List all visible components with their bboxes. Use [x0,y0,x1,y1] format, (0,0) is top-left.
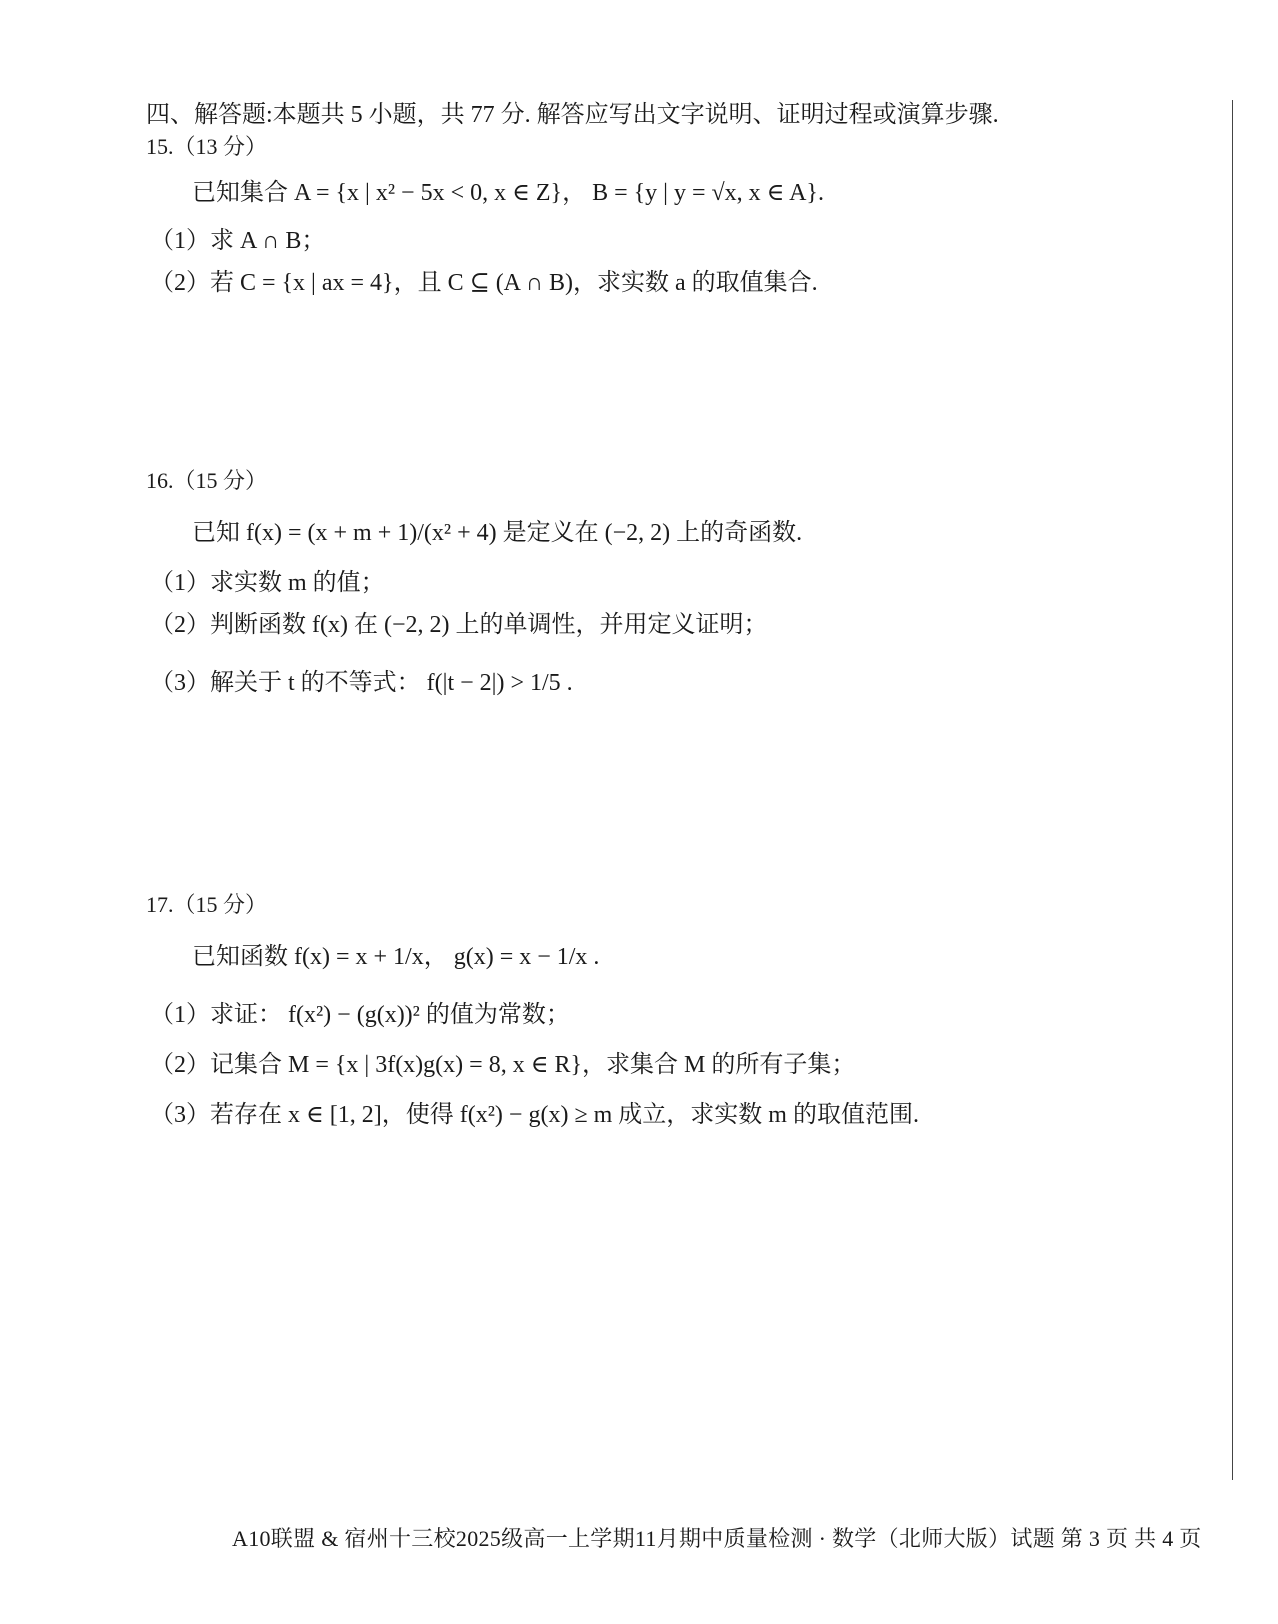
page-footer: A10联盟 & 宿州十三校2025级高一上学期11月期中质量检测 · 数学（北师大版）试题 第 3 页 共 4 页 [232,1526,1202,1551]
problem-15-number: 15.（13 分） [146,134,268,159]
problem-16-part-2: （2）判断函数 f(x) 在 (−2, 2) 上的单调性，并用定义证明； [150,612,768,638]
right-margin-rule [1232,100,1233,1480]
section-heading: 四、解答题:本题共 5 小题，共 77 分. 解答应写出文字说明、证明过程或演算步骤. [146,102,999,128]
problem-16-statement: 已知 f(x) = (x + m + 1)/(x² + 4) 是定义在 (−2, 2) 上的奇函数. [192,520,803,546]
problem-17-number: 17.（15 分） [146,892,268,917]
problem-17-part-3: （3）若存在 x ∈ [1, 2]，使得 f(x²) − g(x) ≥ m 成立，求实数 m 的取值范围. [150,1102,919,1128]
problem-15-statement: 已知集合 A = {x | x² − 5x < 0, x ∈ Z}， B = {y | y = √x, x ∈ A}. [192,180,824,206]
problem-17-statement: 已知函数 f(x) = x + 1/x， g(x) = x − 1/x . [192,944,600,970]
problem-17-part-1: （1）求证： f(x²) − (g(x))² 的值为常数； [150,1002,570,1028]
problem-17-part-2: （2）记集合 M = {x | 3f(x)g(x) = 8, x ∈ R}，求集合 M 的所有子集； [150,1052,856,1078]
problem-16-number: 16.（15 分） [146,468,268,493]
problem-16-part-3: （3）解关于 t 的不等式： f(|t − 2|) > 1/5 . [150,670,573,696]
problem-16-part-1: （1）求实数 m 的值； [150,570,385,596]
problem-15-part-2: （2）若 C = {x | ax = 4}，且 C ⊆ (A ∩ B)，求实数 a 的取值集合. [150,270,818,296]
problem-15-part-1: （1）求 A ∩ B； [150,228,326,254]
